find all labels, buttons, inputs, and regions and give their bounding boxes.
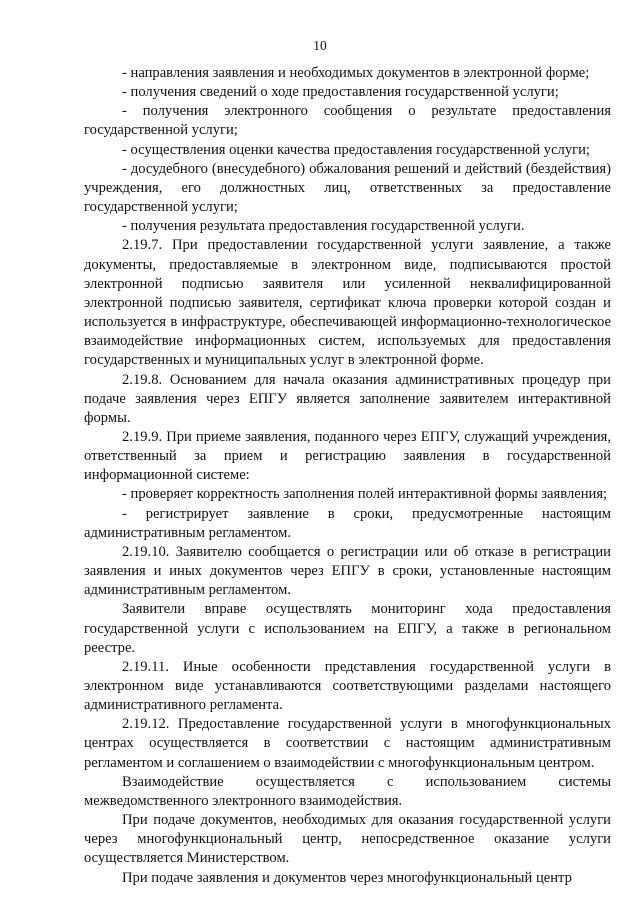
document-body — [84, 64, 611, 888]
paragraph: При подаче документов, необходимых для оказания государственной услуги через многофункциональный центр, непосредственное оказание услуги осуществляется Министерством. — [84, 812, 611, 867]
paragraph: Взаимодействие осуществляется с использованием системы межведомственного электронного взаимодействия. — [84, 773, 611, 809]
paragraph: - получения результата предоставления государственной услуги. — [122, 218, 525, 235]
paragraph: - направления заявления и необходимых документов в электронной форме; — [122, 65, 590, 81]
page-number: 10 — [313, 38, 327, 53]
paragraph: 2.19.9. При приеме заявления, поданного через ЕПГУ, служащий учреждения, ответственный за прием и регистрацию заявления в государственной информационной системе: — [84, 428, 611, 484]
paragraph: 2.19.11. Иные особенности представления государственной услуги в электронном виде устанавливаются соответствующими разделами настоящего административного регламента. — [84, 658, 611, 714]
paragraph: При подаче заявления и документов через многофункциональный центр — [122, 869, 572, 886]
paragraph: - осуществления оценки качества предоставления государственной услуги; — [122, 141, 590, 158]
paragraph: - регистрирует заявление в сроки, предусмотренные настоящим административным регламентом. — [84, 505, 611, 541]
paragraph: 2.19.7. При предоставлении государственной услуги заявление, а также документы, предоставляемые в электронном виде, подписываются простой электронной подписью заявителя или усиленной неквалифицированной электронной подписью заявителя, сертификат ключа проверки которой создан и используется в инфраструктуре, обеспечивающей информационно-технологическое взаимодействие информационных систем, используемых для предоставления государственных и муниципальных услуг в электронной форме. — [84, 237, 611, 369]
paragraph: - досудебного (внесудебного) обжалования решений и действий (бездействия) учреждения, его должностных лиц, ответственных за предоставление государственной услуги; — [84, 160, 611, 216]
paragraph: - получения электронного сообщения о результате предоставления государственной услуги; — [84, 103, 611, 139]
paragraph: Заявители вправе осуществлять мониторинг хода предоставления государственной услуги с использованием на ЕПГУ, а также в региональном реестре. — [84, 601, 611, 656]
paragraph: 2.19.10. Заявителю сообщается о регистрации или об отказе в регистрации заявления и иных документов через ЕПГУ в сроки, установленные настоящим административным регламентом. — [84, 543, 611, 599]
paragraph: - проверяет корректность заполнения полей интерактивной формы заявления; — [122, 486, 608, 503]
paragraph: 2.19.12. Предоставление государственной услуги в многофункциональных центрах осуществляется в соответствии с настоящим административным регламентом и соглашением о взаимодействии с многофункциональным центром. — [84, 716, 611, 771]
paragraph: - получения сведений о ходе предоставления государственной услуги; — [122, 84, 559, 101]
paragraph: 2.19.8. Основанием для начала оказания административных процедур при подаче заявления через ЕПГУ является заполнение заявителем интерактивной формы. — [84, 371, 611, 426]
